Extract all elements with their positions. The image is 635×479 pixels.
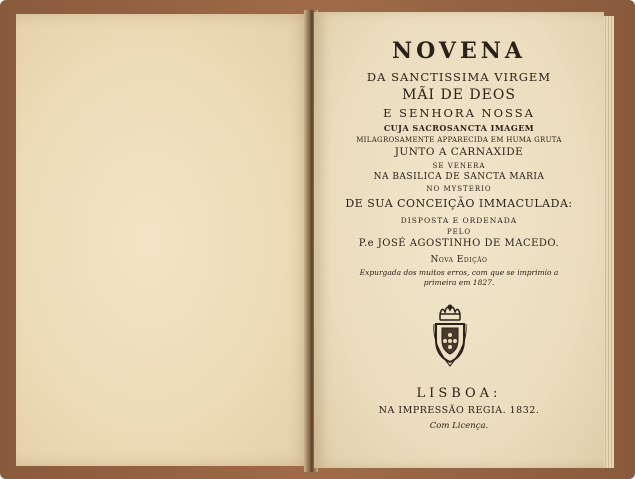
subtitle-line: SE VENERA xyxy=(432,162,486,170)
left-blank-page xyxy=(16,14,310,466)
subtitle-line: DISPOSTA E ORDENADA xyxy=(400,216,518,225)
subtitle-line: PELO xyxy=(446,228,472,236)
imprint-license: Com Licença. xyxy=(429,421,489,431)
title-page xyxy=(314,12,604,468)
subtitle-line: DA SANCTISSIMA VIRGEM xyxy=(366,70,552,84)
errata-note: primeira em 1827. xyxy=(423,278,495,287)
author-line: P.e JOSÉ AGOSTINHO DE MACEDO. xyxy=(358,238,560,249)
subtitle-line: E SENHORA NOSSA xyxy=(383,106,535,120)
subtitle-line: MILAGROSAMENTE APPARECIDA EM HUMA GRUTA xyxy=(356,136,562,144)
subtitle-line: NA BASILICA DE SANCTA MARIA xyxy=(373,172,545,182)
imprint-city: LISBOA: xyxy=(416,386,502,401)
edition-line: Nova Edição xyxy=(430,255,488,265)
page-title: NOVENA xyxy=(392,38,526,64)
royal-coat-of-arms-icon xyxy=(430,304,470,368)
subtitle-line: NO MYSTERIO xyxy=(426,185,492,193)
subtitle-line: CUJA SACROSANCTA IMAGEM xyxy=(383,123,535,133)
subtitle-line: JUNTO A CARNAXIDE xyxy=(394,146,524,158)
imprint-printer: NA IMPRESSÃO REGIA. 1832. xyxy=(378,405,540,416)
subtitle-line: MÃI DE DEOS xyxy=(402,87,516,103)
subtitle-line: DE SUA CONCEIÇÃO IMMACULADA: xyxy=(345,197,573,210)
errata-note: Expurgada dos muitos erros, com que se imprimio a xyxy=(359,268,559,277)
